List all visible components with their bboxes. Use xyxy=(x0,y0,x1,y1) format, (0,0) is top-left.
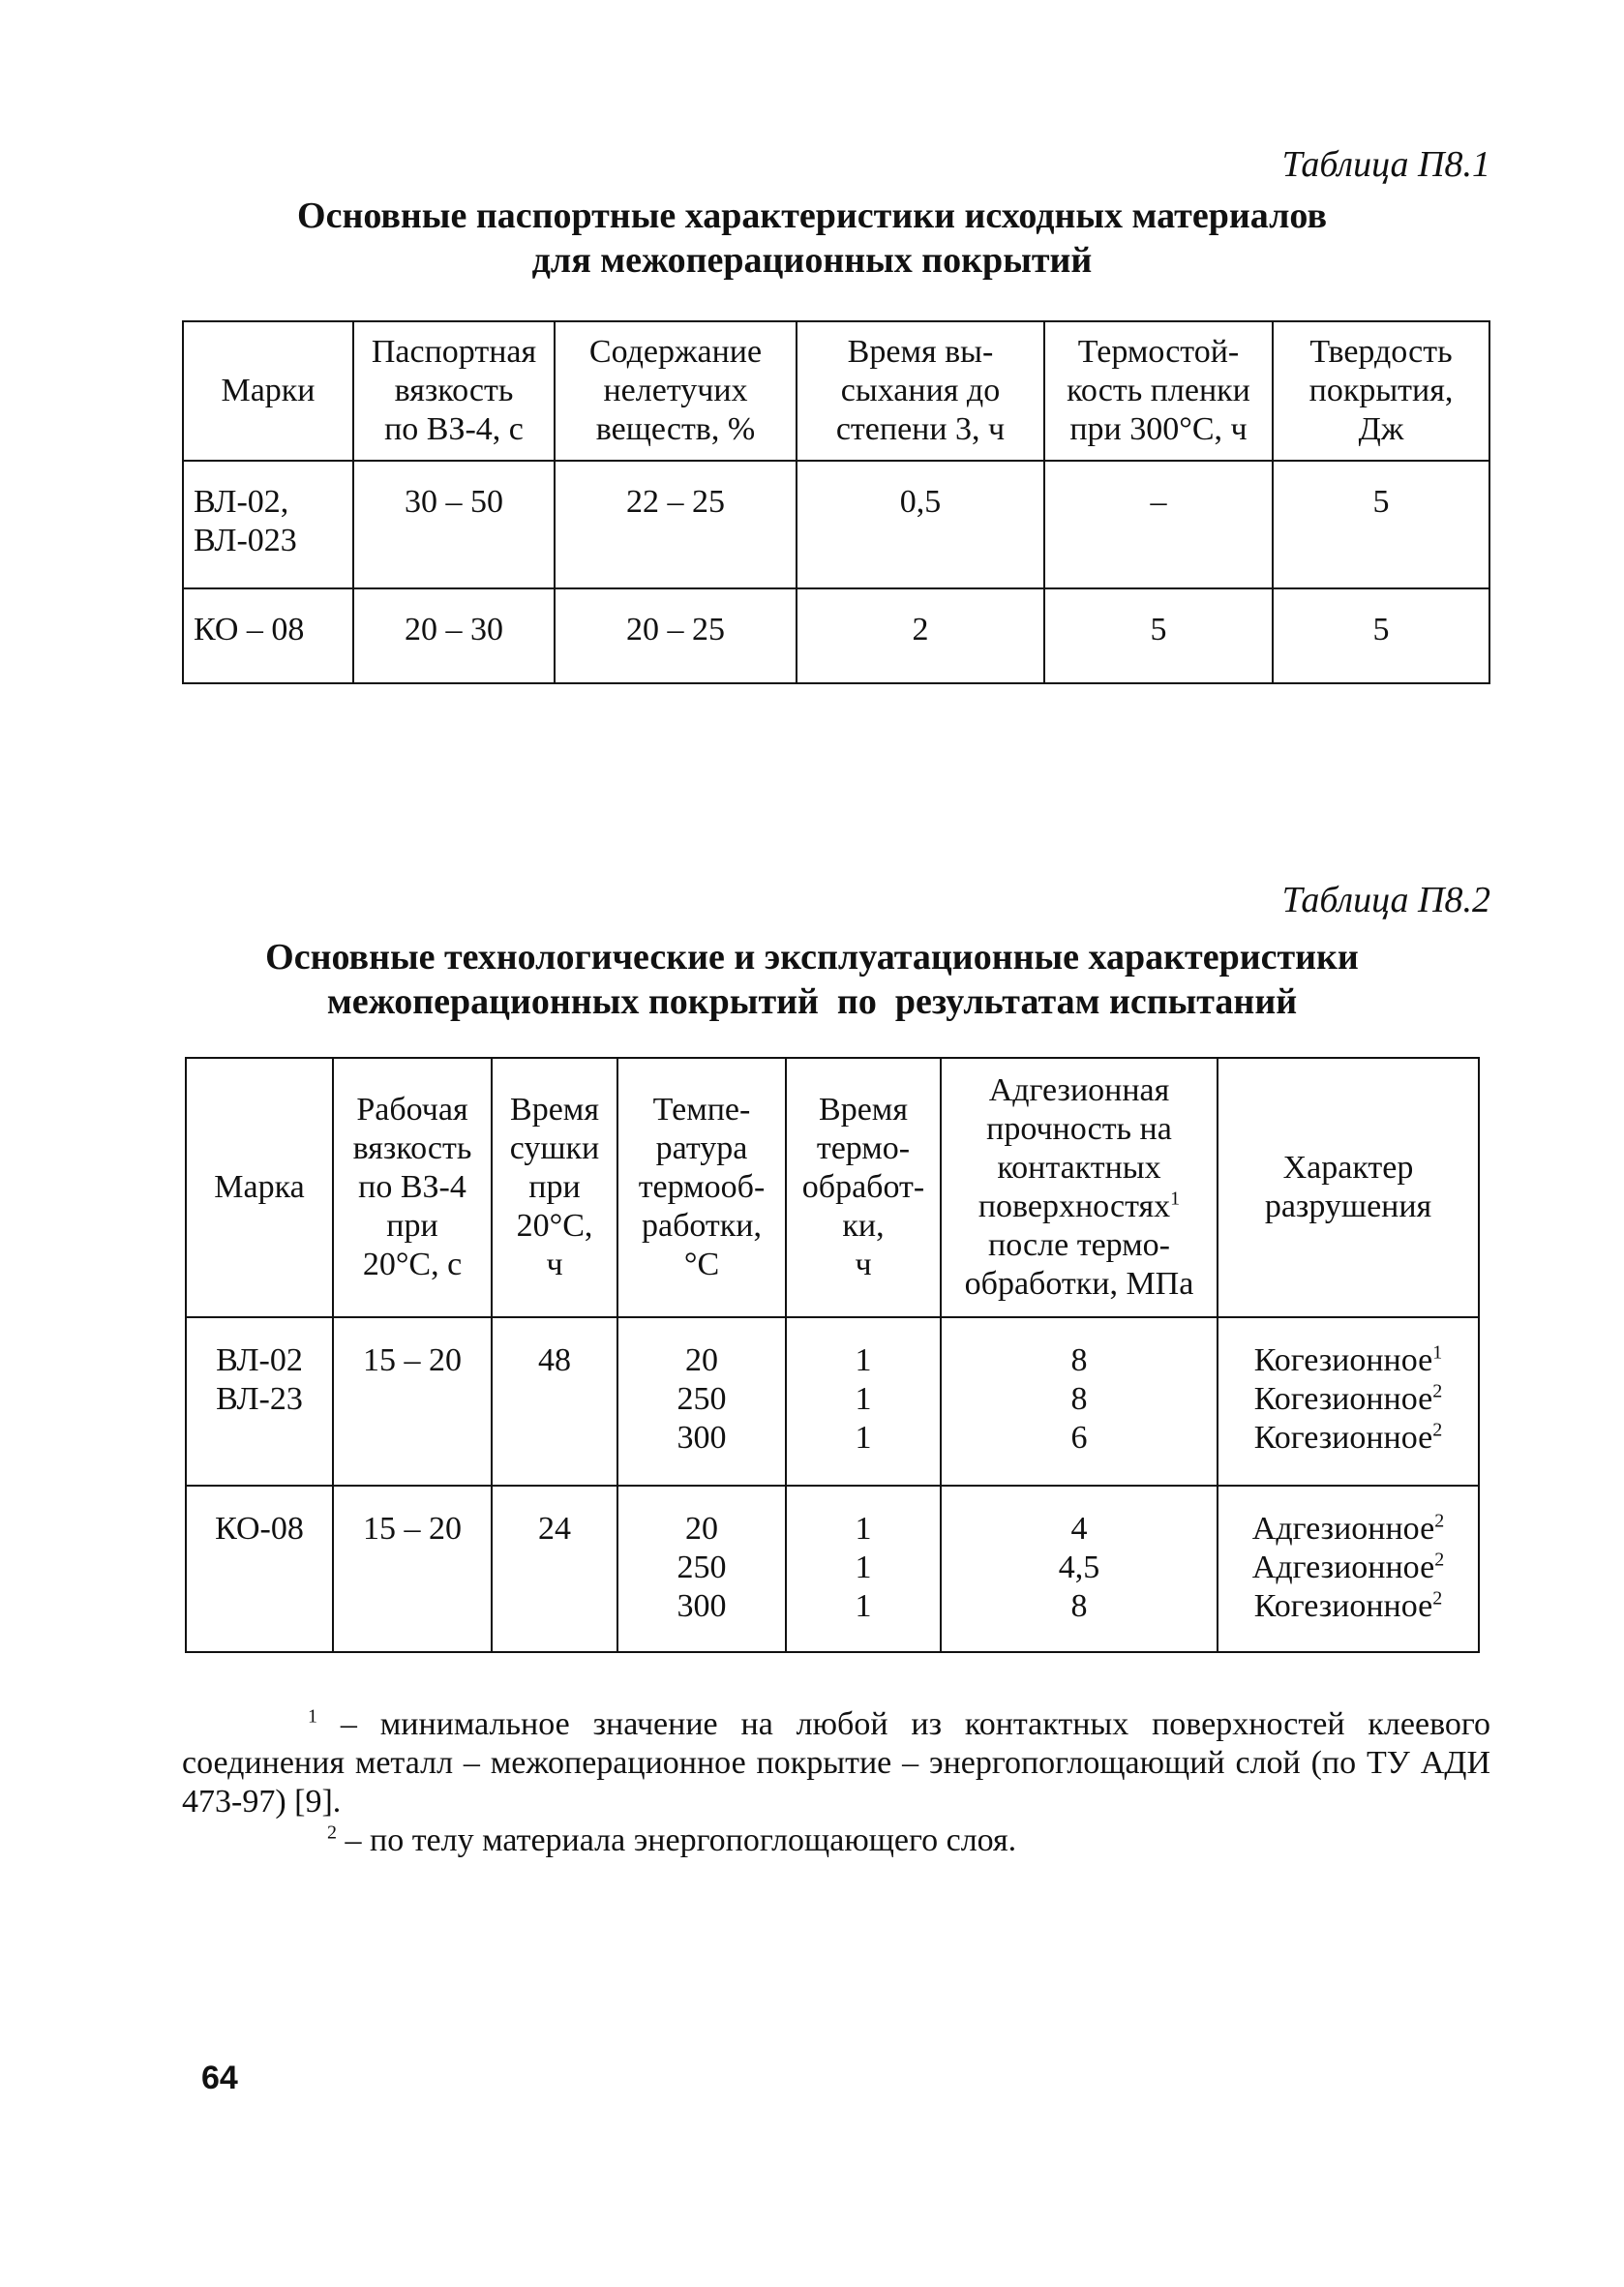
header-mark: Марки xyxy=(183,321,353,461)
cell-nonvolatile: 20 – 25 xyxy=(555,588,797,683)
footnote-text: – минимальное значение на любой из контактных поверхностей клеевого соединения металл – межоперационное покрытие – энергопоглощающий слой (по ТУ АДИ 473-97) [9]. xyxy=(182,1706,1490,1820)
table-row xyxy=(183,461,1489,588)
footnote-1 xyxy=(182,1705,1490,1821)
cell-failure-type: Адгезионное$^2$ Адгезионное$^2$ Когезионное$^2$ xyxy=(1218,1486,1479,1652)
cell-mark: КО-08 xyxy=(186,1486,333,1652)
header-mark: Марка xyxy=(186,1058,333,1317)
footnote-2 xyxy=(182,1821,1490,1860)
header-temperature: Темпе- ратура термооб- работки, °С xyxy=(617,1058,786,1317)
table-row xyxy=(186,1486,1479,1652)
cell-mark: ВЛ-02 ВЛ-23 xyxy=(186,1317,333,1486)
cell-drying: 48 xyxy=(492,1317,617,1486)
header-adhesion-strength: Адгезионная прочность на контактных поверхностях$^1$ после термо- обработки, МПа xyxy=(941,1058,1218,1317)
page-number: 64 xyxy=(201,2060,238,2096)
table1-caption: Таблица П8.1 xyxy=(1281,144,1490,185)
table1-title xyxy=(0,194,1624,283)
cell-viscosity: 15 – 20 xyxy=(333,1486,492,1652)
table-header-row xyxy=(186,1058,1479,1317)
header-nonvolatile: Содержание нелетучих веществ, % xyxy=(555,321,797,461)
cell-temperature: 20 250 300 xyxy=(617,1317,786,1486)
cell-nonvolatile: 22 – 25 xyxy=(555,461,797,588)
table2 xyxy=(185,1057,1480,1653)
table1 xyxy=(182,320,1490,684)
table-row xyxy=(186,1317,1479,1486)
table-row xyxy=(183,588,1489,683)
cell-viscosity: 30 – 50 xyxy=(353,461,555,588)
header-drying-time: Время сушки при 20°С, ч xyxy=(492,1058,617,1317)
cell-viscosity: 15 – 20 xyxy=(333,1317,492,1486)
header-hardness: Твердость покрытия, Дж xyxy=(1273,321,1489,461)
cell-strength: 4 4,5 8 xyxy=(941,1486,1218,1652)
cell-mark: ВЛ-02, ВЛ-023 xyxy=(183,461,353,588)
cell-heat-resistance: 5 xyxy=(1044,588,1273,683)
header-heat-resistance: Термостой- кость пленки при 300°С, ч xyxy=(1044,321,1273,461)
header-drying: Время вы- сыхания до степени 3, ч xyxy=(797,321,1044,461)
footnote-marker: 2 xyxy=(327,1821,337,1844)
table2-caption: Таблица П8.2 xyxy=(1281,880,1490,920)
table-header-row xyxy=(183,321,1489,461)
footnote-text: – по телу материала энергопоглощающего слоя. xyxy=(337,1822,1017,1858)
cell-failure-type: Когезионное$^1$ Когезионное$^2$ Когезионное$^2$ xyxy=(1218,1317,1479,1486)
cell-drying: 2 xyxy=(797,588,1044,683)
cell-hardness: 5 xyxy=(1273,461,1489,588)
table2-title-line: Основные технологические и эксплуатационные характеристики xyxy=(265,937,1359,978)
cell-treatment-time: 1 1 1 xyxy=(786,1486,941,1652)
header-working-viscosity: Рабочая вязкость по ВЗ-4 при 20°С, с xyxy=(333,1058,492,1317)
cell-treatment-time: 1 1 1 xyxy=(786,1317,941,1486)
table2-title-line: межоперационных покрытий по результатам испытаний xyxy=(326,981,1298,1022)
cell-heat-resistance: – xyxy=(1044,461,1273,588)
cell-temperature: 20 250 300 xyxy=(617,1486,786,1652)
table1-title-line: Основные паспортные характеристики исходных материалов xyxy=(297,196,1327,236)
header-failure-type: Характер разрушения xyxy=(1218,1058,1479,1317)
cell-mark: КО – 08 xyxy=(183,588,353,683)
table2-title xyxy=(0,935,1624,1024)
cell-drying: 24 xyxy=(492,1486,617,1652)
cell-strength: 8 8 6 xyxy=(941,1317,1218,1486)
header-viscosity: Паспортная вязкость по ВЗ-4, с xyxy=(353,321,555,461)
table1-title-line: для межоперационных покрытий xyxy=(531,240,1093,281)
cell-viscosity: 20 – 30 xyxy=(353,588,555,683)
cell-drying: 0,5 xyxy=(797,461,1044,588)
header-treatment-time: Время термо- обработ- ки, ч xyxy=(786,1058,941,1317)
cell-hardness: 5 xyxy=(1273,588,1489,683)
footnote-marker: 1 xyxy=(308,1705,317,1728)
